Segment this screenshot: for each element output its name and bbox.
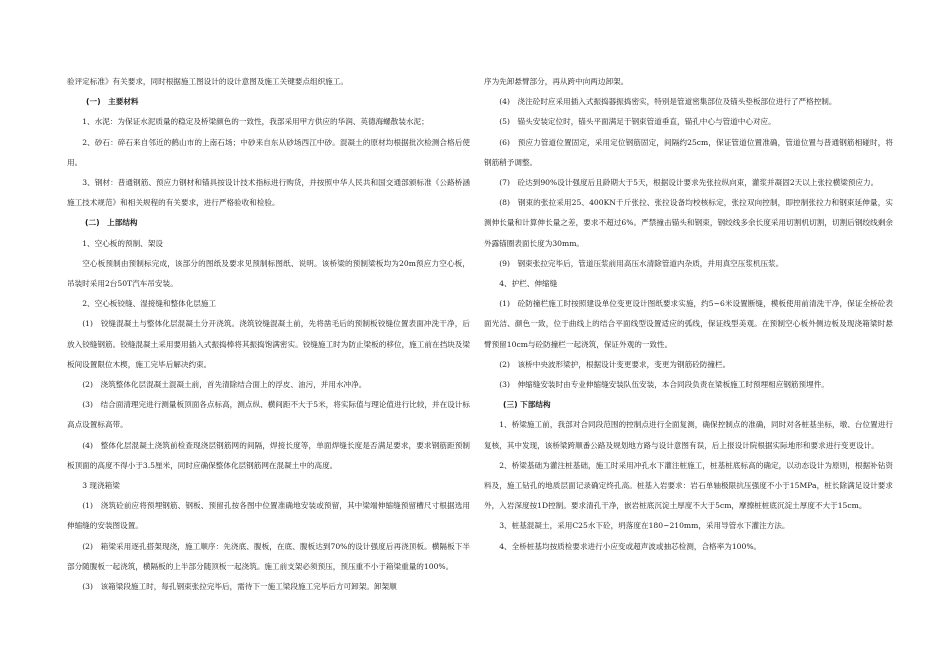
paragraph: 3、钢材：普通钢筋、预应力钢材和锚具按设计技术指标进行购货，并按照中华人民共和国交通部颁标准《公路桥涵施工技术规范》和相关规程的有关要求，进行严格验收和检验。 <box>67 178 470 208</box>
right-column <box>484 72 893 557</box>
paragraph: (8) 钢束的张拉采用25、400KN千斤张拉、张拉设备均校核标定，张拉双向控制，即控制张拉力和钢束延伸量，实测伸长量和计算伸长量之差，要求不超过6%。严禁撞击锚头和钢束，钢绞线多余长度采用切割机切割，切割后钢绞线剩余外露锚圈表面长度为30mm。 <box>484 198 893 248</box>
paragraph: (7) 砼达到90%设计强度后且龄期大于5天，根据设计要求先张拉纵向束，灌浆并凝固2天以上张拉横梁预应力。 <box>499 178 879 188</box>
paragraph: (1) 铰缝混凝土与整体化层混凝土分开浇筑。浇筑铰缝混凝土前，先将凿毛后的预制板铰缝位置表面冲洗干净，后放入铰缝钢筋。铰缝混凝土采用要用插入式振捣棒将其振捣饱满密实。铰缝施工时为防止梁板的移位，施工前在挡块及梁板间设置限位木楔，施工完毕后解决约束。 <box>67 319 470 369</box>
paragraph: (2) 浇筑整体化层混凝土混凝土前，首先清除结合面上的浮皮、油污，并用水冲净。 <box>82 380 367 390</box>
paragraph: 空心板预制由预制标完成，该部分的图纸及要求见预制标图纸、说明。该桥梁的预制梁板均为20m预应力空心板，吊装时采用2台50T汽车吊安装。 <box>67 258 470 289</box>
paragraph: 3 现浇箱梁 <box>82 481 120 491</box>
paragraph: 4、护栏、伸缩缝 <box>499 279 558 289</box>
paragraph: (4) 浇注砼时应采用插入式振捣器振捣密实，特别是管道密集部位及锚头垫板部位进行了严格控制。 <box>499 97 837 107</box>
paragraph: (1) 浇筑砼前应将预埋钢筋、钢板、预留孔按各图中位置准确地安装或预留，其中梁端伸缩缝预留槽尺寸根据选用伸缩缝的安装图设置。 <box>67 501 470 531</box>
section-heading: (二) 上部结构 <box>85 218 138 228</box>
paragraph: (9) 钢束张拉完毕后，管道压浆前用高压水清除管道内杂质，并用真空压浆机压浆。 <box>499 258 784 268</box>
paragraph: 1、桥梁施工前，我部对合同段范围的控制点进行全面复测，确保控制点的准确，同时对各桩基坐标，墩、台位置进行复核，其中发现，该桥梁跨顺番公路及规划地方路与设计意图有误，后上报设计院根据实际地形和要求进行变更设计。 <box>484 420 893 450</box>
paragraph: 2、空心板铰缝、湿接缝和整体化层施工 <box>82 299 217 309</box>
paragraph: 2、砂石：碎石来自邻近的鹤山市的上南石场；中砂来自东从砂场西江中砂。混凝土的原材均根据批次检测合格后使用。 <box>67 137 470 167</box>
paragraph: (1) 砼防撞栏施工时按照建设单位变更设计图纸要求实施，约5~6米设置断缝，模板使用前清洗干净，保证全桥砼表面光洁、颜色一致，位于曲线上的结合平面线型设置适应的弧线，保证线型美观。在预制空心板外侧边板及现浇箱梁时悬臂预留10cm与砼防撞栏一起浇筑，保证外观的一致性。 <box>484 299 893 349</box>
paragraph: 1、空心板的预制、架设 <box>82 238 163 248</box>
paragraph: 3、桩基混凝土，采用C25水下砼，坍落度在180~210mm，采用导管水下灌注方法。 <box>499 521 790 531</box>
section-heading: (三) 下部结构 <box>503 400 551 410</box>
paragraph: 序为先卸悬臂部分，再从跨中向两边卸架。 <box>484 77 629 86</box>
paragraph: 2、桥梁基础为灌注桩基础，施工时采用冲孔水下灌注桩施工，桩基桩底标高的确定，以动态设计为原则，根据补钻资料及，施工钻孔的地质层面记录确定终孔高。桩基入岩要求：岩石单轴极限抗压强度不小于15MPa，桩长除满足设计要求外，入岩深度按1D控制。要求清孔干净，嵌岩桩底沉淀土厚度不大于5cm，摩擦桩桩底沉淀土厚度不大于15cm。 <box>484 460 893 511</box>
left-column <box>67 72 470 597</box>
section-heading: (一) 主要材料 <box>86 97 139 107</box>
paragraph: (5) 锚头安装定位时，锚头平面满足于钢束管道垂直，锚孔中心与管道中心对应。 <box>499 117 776 127</box>
paragraph: (3) 伸缩缝安装时由专业伸缩缝安装队伍安装，本合同段负责在梁板施工时预埋相应钢筋预埋件。 <box>499 380 829 390</box>
paragraph: 1、水泥：为保证水泥质量的稳定及桥梁颜色的一致性，我部采用甲方供应的华润、英德海螺散装水泥； <box>82 117 429 127</box>
paragraph: (2) 箱梁采用逐孔搭架现浇，施工顺序：先浇底、腹板，在底、腹板达到70%的设计强度后再浇顶板。横隔板下半部分随腹板一起浇筑，横隔板的上半部分随顶板一起浇筑。施工前支架必须预压，预压重不小于箱梁重量的100%。 <box>67 541 470 571</box>
paragraph: (2) 该桥中央波形梁护，根据设计变更要求，变更为钢筋砼防撞栏。 <box>499 359 731 369</box>
paragraph: (6) 预应力管道位置固定，采用定位钢筋固定，间隔约25cm，保证管道位置准确，管道位置与普通钢筋相碰时，将钢筋稍予调整。 <box>484 137 893 167</box>
paragraph: (3) 该箱梁段施工时，每孔钢束张拉完毕后，需待下一施工梁段施工完毕后方可卸架。卸架顺 <box>82 582 397 592</box>
paragraph: 验评定标准》有关要求，同时根据施工图设计的设计意图及施工关键要点组织施工。 <box>67 77 348 86</box>
paragraph: (3) 结合面清理完进行测量板顶面各点标高，测点纵、横间距不大于5米，将实际值与理论值进行比较，并在设计标高点设置标高带。 <box>67 400 470 430</box>
paragraph: (4) 整体化层混凝土浇筑前检查现浇层钢筋网的间隔，焊接长度等，单面焊缝长度是否满足要求，要求钢筋距预制板顶面的高度不得小于3.5厘米，同时应确保整体化层钢筋网在混凝土中的高度。 <box>67 440 470 470</box>
paragraph: 4、全桥桩基均按质检要求进行小应变或超声波或抽芯检测，合格率为100%。 <box>499 541 762 551</box>
